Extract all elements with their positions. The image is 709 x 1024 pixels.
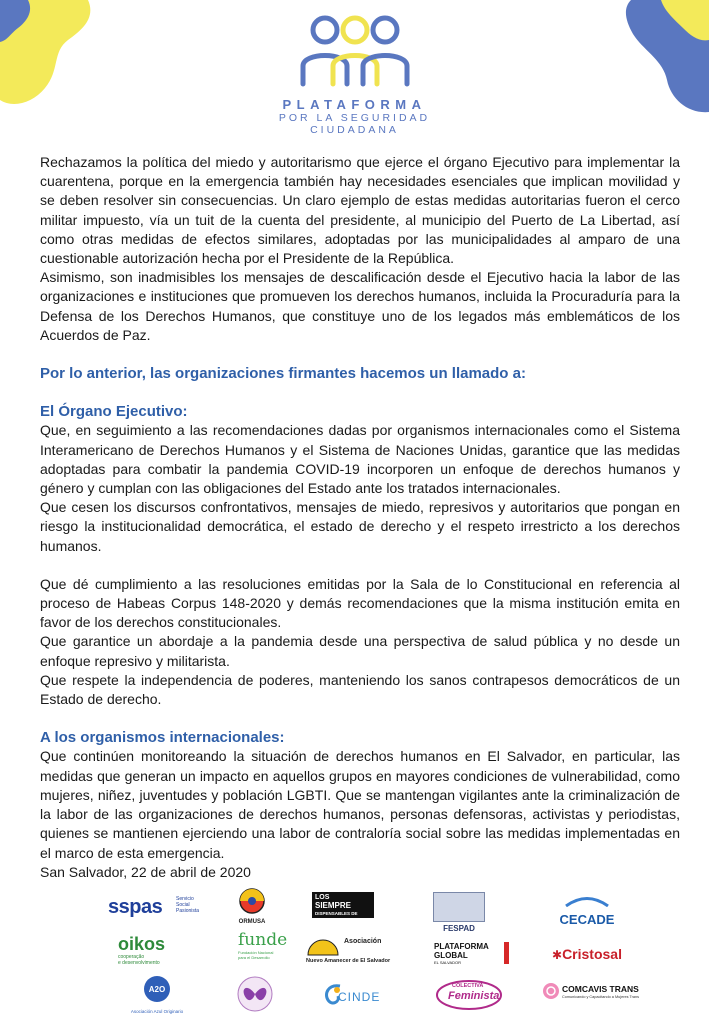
- logo-nuevo-amanecer: Asociación Nuevo Amanecer de El Salvador: [306, 938, 391, 964]
- brand-subtitle-1: POR LA SEGURIDAD: [278, 112, 431, 124]
- document-body: [40, 153, 680, 882]
- a2o-circle-icon: [142, 974, 172, 1004]
- logo-colectiva-feminista: COLECTIVA Feminista: [434, 978, 504, 1012]
- international-heading: A los organismos internacionales:: [40, 729, 285, 747]
- brand-name: PLATAFORMA: [282, 97, 427, 112]
- international-paragraph-1: Que continúen monitoreando la situación de derechos humanos en El Salvador, en particular, las medidas que generan un impacto en aquellos grupos en mayores condiciones de vulnerabilidad, como mujeres, niñez, juventudes y población LGBTI. Que se mantengan vigilantes ante la criminalización de la labor de las organizaciones de derechos humanos, personas defensoras, activistas y periodistas, quienes se mantienen ejerciendo una labor de contraloría social sobre las medidas implementadas en el marco de esta emergencia.: [40, 748, 680, 861]
- paragraph-2: Asimismo, son inadmisibles los mensajes de descalificación desde el Ejecutivo hacia la labor de las organizaciones e instituciones que promueven los derechos humanos, incluida la Procuraduría para la Defensa de los Derechos Humanos, que constituye uno de los legados más emblemáticos de los Acuerdos de Paz.: [40, 269, 680, 343]
- logo-cinde: CINDE: [322, 982, 392, 1010]
- executive-paragraph-2: Que cesen los discursos confrontativos, mensajes de miedo, represivos y autoritarios que pongan en riesgo la institucionalidad democrática, el estado de derecho y el respeto irrestricto a los derechos humanos.: [40, 499, 680, 554]
- butterfly-icon: [236, 976, 274, 1012]
- logo-butterfly: [236, 976, 276, 1012]
- logo-a2o: A2O Asociación Azul Originario: [122, 974, 192, 1014]
- paragraph-1: Rechazamos la política del miedo y autoritarismo que ejerce el órgano Ejecutivo para implementar la cuarentena, porque en la emergencia también hay necesidades esenciales que implican movilidad y se deben resolver sin consecuencias. Un claro ejemplo de estas medidas autoritarias fueron el cerco militar impuesto, vía un tuit de la cuenta del presidente, al municipio del Puerto de La Libertad, así como otras medidas de efectos similares, adoptadas por las municipalidades al amparo de una cuestionable autorización hecha por el Presidente de la República.: [40, 154, 680, 267]
- svg-text:A2O: A2O: [148, 985, 166, 994]
- logo-cecade: CECADE: [555, 894, 619, 928]
- organization-logos: [100, 886, 640, 1016]
- people-icon: [285, 10, 425, 90]
- logo-ormusa: ORMUSA: [232, 888, 272, 932]
- call-heading: Por lo anterior, las organizaciones firmantes hacemos un llamado a:: [40, 365, 526, 383]
- trans-symbol-icon: [542, 982, 560, 1000]
- logo-plataforma-global: PLATAFORMA GLOBAL EL SALVADOR: [434, 942, 514, 970]
- ormusa-emblem-icon: [239, 888, 265, 914]
- cecade-arc-icon: [562, 895, 612, 907]
- brand-subtitle-2: CIUDADANA: [310, 124, 399, 136]
- logo-fespad: FESPAD: [428, 892, 490, 934]
- logo-cristosal: ✱Cristosal: [552, 946, 622, 962]
- executive-paragraph-4: Que garantice un abordaje a la pandemia desde una perspectiva de salud pública y no desde un enfoque represivo y militarista.: [40, 633, 680, 669]
- logo-comcavis-trans: COMCAVIS TRANS Comunicando y Capacitando a Mujeres Trans: [542, 982, 642, 1010]
- cristosal-star-icon: ✱: [552, 948, 563, 962]
- executive-paragraph-1: Que, en seguimiento a las recomendaciones dadas por organismos internacionales como el Sistema Interamericano de Derechos Humanos y el Sistema de Naciones Unidas, garantice que las medidas adoptadas para combatir la pandemia COVID-19 incorporen un enfoque de derechos humanos y género y cumplan con las obligaciones del Estado ante los tratados internacionales.: [40, 422, 680, 497]
- executive-paragraph-5: Que respete la independencia de poderes, manteniendo los sanos contrapesos democráticos de un Estado de derecho.: [40, 671, 680, 708]
- sun-icon: [306, 936, 340, 956]
- logo-sspas: sspas Servicio Social Pasionista: [108, 896, 200, 918]
- header-logo: [0, 10, 709, 136]
- signature-place-date: San Salvador, 22 de abril de 2020: [40, 863, 251, 880]
- executive-heading: El Órgano Ejecutivo:: [40, 403, 188, 421]
- executive-paragraph-3: Que dé cumplimiento a las resoluciones emitidas por la Sala de lo Constitucional en referencia al proceso de Habeas Corpus 148-2020 y demás recomendaciones que la misma institución emita en favor de los derechos constitucionales.: [40, 575, 680, 631]
- logo-oikos: oikos cooperação e desenvolvimento: [118, 934, 166, 966]
- logo-los-siempre: LOS SIEMPRE DISPENSABLES DE TODO: [312, 892, 374, 918]
- logo-funde: funde Fundación Nacional para el Desarrollo: [238, 930, 288, 960]
